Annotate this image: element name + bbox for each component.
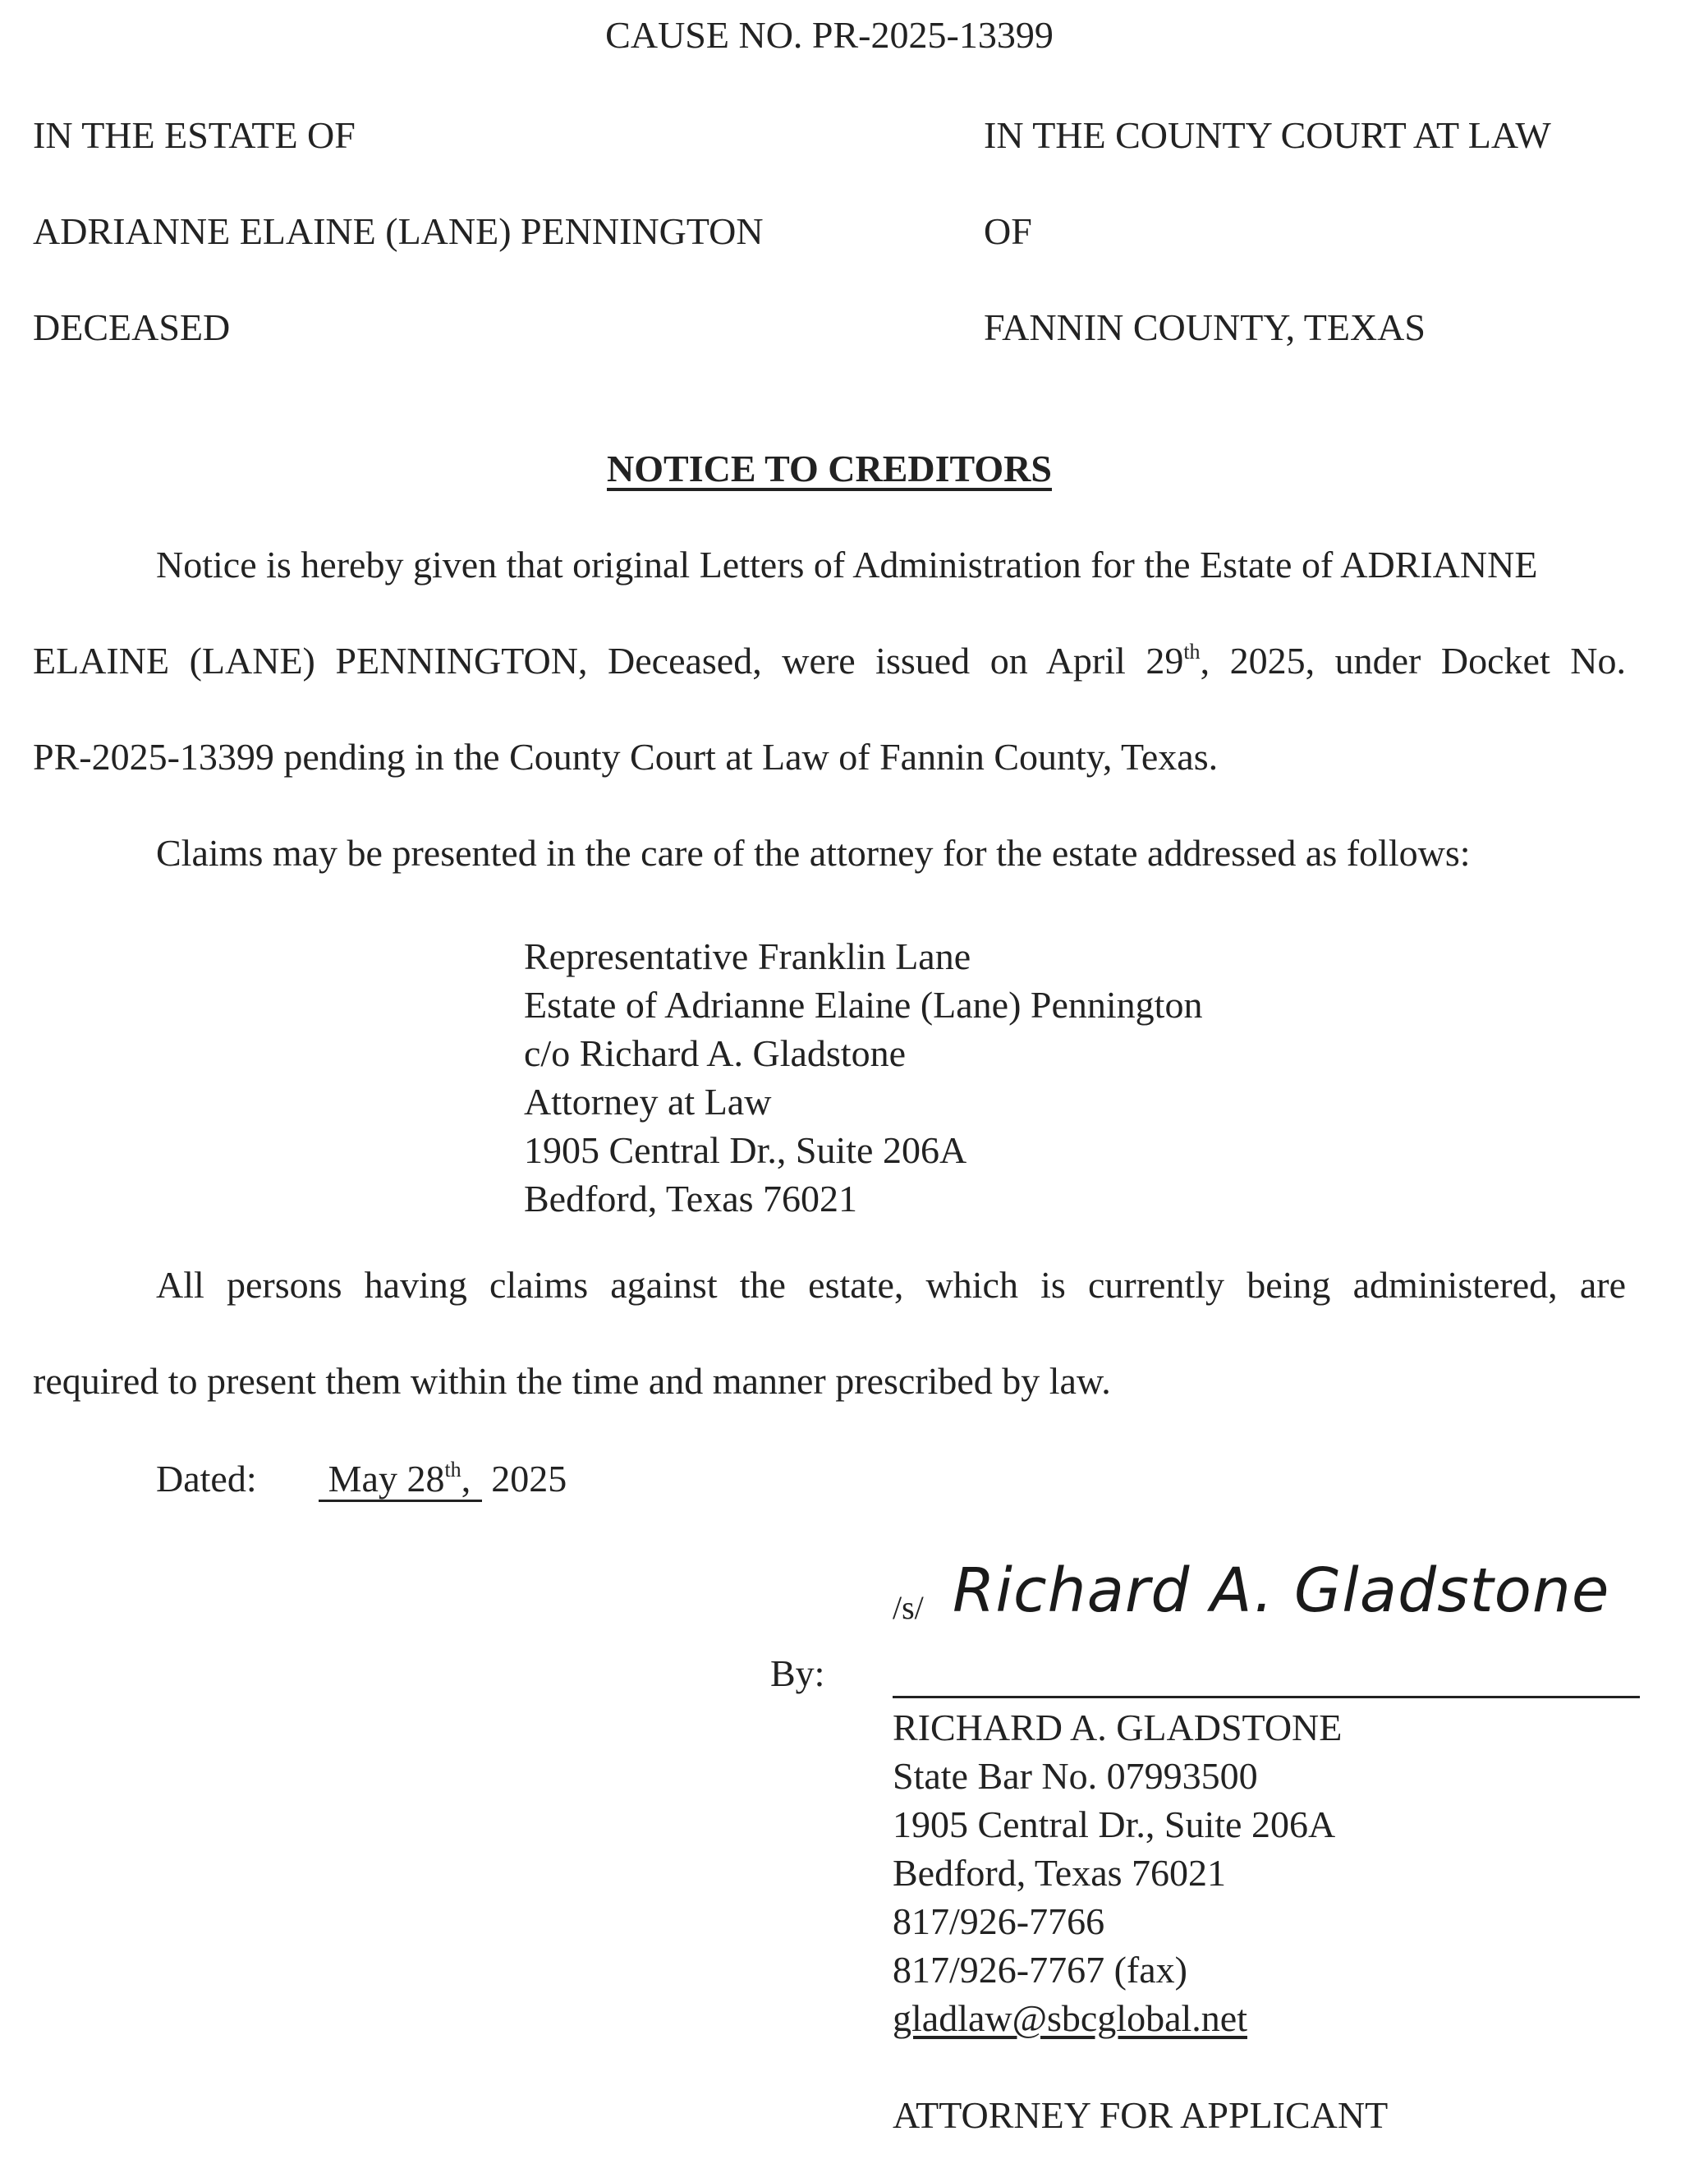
spacer [893, 2042, 1388, 2091]
paragraph-3-line-1: All persons having claims against the estate, which is currently being administered, are [156, 1264, 1626, 1306]
dated-comma: , [461, 1458, 471, 1500]
dated-ordinal-suffix: th [444, 1458, 461, 1481]
address-line: Estate of Adrianne Elaine (Lane) Pennington [524, 984, 1203, 1026]
paragraph-1-line-2-tail: , 2025, under Docket No. [1200, 640, 1626, 682]
address-line: 1905 Central Dr., Suite 206A [524, 1129, 967, 1171]
dated-day: May 28 [328, 1458, 445, 1500]
estate-address-block [524, 932, 1202, 1223]
handwritten-signature: Richard A. Gladstone [953, 1555, 1610, 1626]
attorney-street: 1905 Central Dr., Suite 206A [893, 1803, 1336, 1845]
dated-line [156, 1460, 567, 1502]
attorney-fax: 817/926-7767 (fax) [893, 1949, 1187, 1991]
paragraph-1-line-2 [33, 642, 1626, 680]
paragraph-1-line-1: Notice is hereby given that original Letters of Administration for the Estate of ADRIANNE [156, 544, 1538, 586]
attorney-city: Bedford, Texas 76021 [893, 1852, 1227, 1894]
paragraph-2: Claims may be presented in the care of the attorney for the estate addressed as follows: [156, 832, 1471, 874]
attorney-email-link[interactable]: gladlaw@sbcglobal.net [893, 1997, 1247, 2039]
caption-right-line-1: IN THE COUNTY COURT AT LAW [984, 114, 1551, 156]
signature-prefix: /s/ [893, 1589, 924, 1626]
attorney-role: ATTORNEY FOR APPLICANT [893, 2094, 1389, 2136]
address-line: Attorney at Law [524, 1081, 772, 1123]
paragraph-1-line-2-text: ELAINE (LANE) PENNINGTON, Deceased, were issued on April 29 [33, 640, 1184, 682]
paragraph-1-line-3: PR-2025-13399 pending in the County Court at Law of Fannin County, Texas. [33, 736, 1219, 778]
cause-number: CAUSE NO. PR-2025-13399 [605, 14, 1054, 56]
caption-right-line-2: OF [984, 210, 1032, 252]
ordinal-suffix: th [1183, 640, 1201, 664]
attorney-name: RICHARD A. GLADSTONE [893, 1707, 1343, 1748]
caption-left-line-1: IN THE ESTATE OF [33, 114, 356, 156]
attorney-bar-number: State Bar No. 07993500 [893, 1755, 1258, 1797]
by-label: By: [770, 1652, 825, 1694]
attorney-phone: 817/926-7766 [893, 1900, 1105, 1942]
dated-value [319, 1460, 482, 1502]
caption-left-line-2: ADRIANNE ELAINE (LANE) PENNINGTON [33, 210, 764, 252]
dated-year: 2025 [491, 1458, 567, 1500]
document-title: NOTICE TO CREDITORS [607, 448, 1052, 489]
attorney-block [893, 1703, 1388, 2139]
address-line: c/o Richard A. Gladstone [524, 1032, 907, 1074]
caption-right-line-3: FANNIN COUNTY, TEXAS [984, 306, 1426, 348]
paragraph-3-line-2: required to present them within the time and manner prescribed by law. [33, 1360, 1111, 1402]
caption-left-line-3: DECEASED [33, 306, 231, 348]
signature-line [893, 1696, 1640, 1698]
address-line: Representative Franklin Lane [524, 935, 971, 977]
dated-label: Dated: [156, 1458, 257, 1500]
address-line: Bedford, Texas 76021 [524, 1178, 858, 1220]
